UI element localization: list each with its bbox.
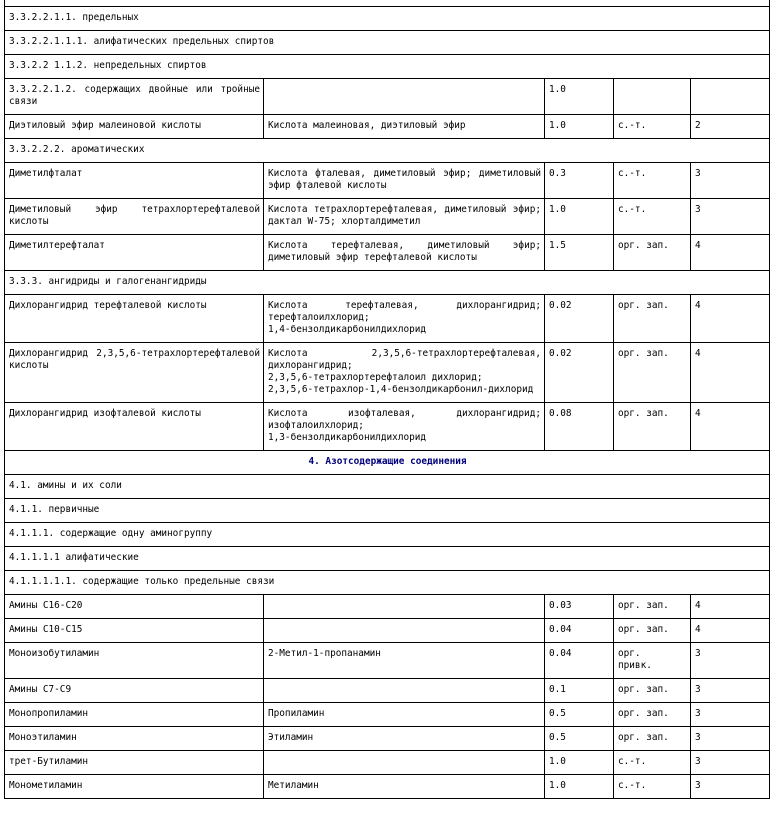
substance-name-cell: Амины С7-С9 — [5, 679, 264, 703]
value-cell: 1.0 — [545, 199, 614, 235]
substance-name-cell: Монопропиламин — [5, 703, 264, 727]
table-row — [5, 619, 770, 643]
substance-name-cell: Диметилтерефталат — [5, 235, 264, 271]
section-row — [5, 571, 770, 595]
substance-name-cell: трет-Бутиламин — [5, 751, 264, 775]
value-cell: 0.03 — [545, 595, 614, 619]
section-title: 4.1.1.1.1 алифатические — [5, 547, 770, 571]
hazard-class-cell: 3 — [691, 727, 770, 751]
substance-name-cell: Амины С16-С20 — [5, 595, 264, 619]
effect-cell: с.-т. — [614, 199, 691, 235]
synonyms-cell — [264, 679, 545, 703]
substance-name-cell: Диэтиловый эфир малеиновой кислоты — [5, 115, 264, 139]
synonyms-cell: Кислота фталевая, диметиловый эфир; диметиловый эфир фталевой кислоты — [264, 163, 545, 199]
effect-cell: с.-т. — [614, 775, 691, 799]
effect-cell — [614, 79, 691, 115]
hazard-class-cell: 4 — [691, 235, 770, 271]
effect-cell: с.-т. — [614, 163, 691, 199]
hazard-class-cell: 4 — [691, 619, 770, 643]
section-row — [5, 7, 770, 31]
synonyms-cell: Пропиламин — [264, 703, 545, 727]
table-row — [5, 403, 770, 451]
table-row — [5, 703, 770, 727]
table-row — [5, 643, 770, 679]
section-heading-row — [5, 451, 770, 475]
section-row — [5, 271, 770, 295]
value-cell: 0.1 — [545, 679, 614, 703]
value-cell: 1.0 — [545, 115, 614, 139]
hazard-class-cell: 3 — [691, 775, 770, 799]
table-body — [5, 0, 770, 799]
hazard-class-cell: 3 — [691, 751, 770, 775]
substance-name-cell: Диметиловый эфир тетрахлортерефталевой кислоты — [5, 199, 264, 235]
synonyms-cell — [264, 619, 545, 643]
section-heading: 4. Азотсодержащие соединения — [5, 451, 770, 475]
substance-name-cell: Моноэтиламин — [5, 727, 264, 751]
table-row — [5, 235, 770, 271]
substance-name-cell: Амины С10-С15 — [5, 619, 264, 643]
substance-name-cell: Дихлорангидрид 2,3,5,6-тетрахлортерефталевой кислоты — [5, 343, 264, 403]
value-cell: 0.08 — [545, 403, 614, 451]
hazard-class-cell: 3 — [691, 199, 770, 235]
section-row — [5, 547, 770, 571]
substance-name-cell: Диметилфталат — [5, 163, 264, 199]
section-title: 4.1.1.1. содержащие одну аминогруппу — [5, 523, 770, 547]
substances-table — [4, 0, 770, 799]
table-row — [5, 199, 770, 235]
synonyms-cell: Кислота тетрахлортерефталевая, диметиловый эфир; дактал W-75; хлорталдиметил — [264, 199, 545, 235]
effect-cell: с.-т. — [614, 751, 691, 775]
value-cell: 1.0 — [545, 751, 614, 775]
hazard-class-cell: 4 — [691, 343, 770, 403]
table-row — [5, 79, 770, 115]
value-cell: 0.3 — [545, 163, 614, 199]
section-row — [5, 139, 770, 163]
value-cell: 1.0 — [545, 775, 614, 799]
value-cell: 0.04 — [545, 643, 614, 679]
table-row — [5, 595, 770, 619]
substance-name-cell: Моноизобутиламин — [5, 643, 264, 679]
effect-cell: орг. зап. — [614, 295, 691, 343]
section-row — [5, 55, 770, 79]
effect-cell: орг. зап. — [614, 727, 691, 751]
value-cell: 0.5 — [545, 727, 614, 751]
section-row — [5, 499, 770, 523]
effect-cell: орг. зап. — [614, 595, 691, 619]
section-row — [5, 523, 770, 547]
section-title: 3.3.2.2.1.1.1. алифатических предельных спиртов — [5, 31, 770, 55]
value-cell: 0.5 — [545, 703, 614, 727]
value-cell: 0.02 — [545, 295, 614, 343]
hazard-class-cell: 3 — [691, 643, 770, 679]
synonyms-cell: Кислота изофталевая, дихлорангидрид; изофталоилхлорид; 1,3-бензолдикарбонилдихлорид — [264, 403, 545, 451]
section-title: 3.3.3. ангидриды и галогенангидриды — [5, 271, 770, 295]
substance-name-cell: 3.3.2.2.1.2. содержащих двойные или тройные связи — [5, 79, 264, 115]
section-row — [5, 475, 770, 499]
effect-cell: орг. зап. — [614, 619, 691, 643]
section-title: 4.1. амины и их соли — [5, 475, 770, 499]
section-title: 3.3.2.2.2. ароматических — [5, 139, 770, 163]
value-cell: 1.5 — [545, 235, 614, 271]
section-title: 3.3.2.2 1.1.2. непредельных спиртов — [5, 55, 770, 79]
effect-cell: орг. зап. — [614, 235, 691, 271]
hazard-class-cell — [691, 79, 770, 115]
table-row — [5, 295, 770, 343]
hazard-class-cell: 4 — [691, 295, 770, 343]
effect-cell: орг. зап. — [614, 679, 691, 703]
section-title: 3.3.2.2.1.1. предельных — [5, 7, 770, 31]
value-cell: 0.02 — [545, 343, 614, 403]
effect-cell: с.-т. — [614, 115, 691, 139]
substance-name-cell: Монометиламин — [5, 775, 264, 799]
table-row — [5, 343, 770, 403]
section-row — [5, 31, 770, 55]
effect-cell: орг. зап. — [614, 403, 691, 451]
effect-cell: орг. зап. — [614, 343, 691, 403]
synonyms-cell: Кислота малеиновая, диэтиловый эфир — [264, 115, 545, 139]
table-row — [5, 679, 770, 703]
synonyms-cell: Этиламин — [264, 727, 545, 751]
hazard-class-cell: 2 — [691, 115, 770, 139]
table-row — [5, 163, 770, 199]
synonyms-cell: 2-Метил-1-пропанамин — [264, 643, 545, 679]
synonyms-cell: Кислота терефталевая, дихлорангидрид; терефталоилхлорид; 1,4-бензолдикарбонилдихлорид — [264, 295, 545, 343]
synonyms-cell — [264, 595, 545, 619]
substance-name-cell: Дихлорангидрид изофталевой кислоты — [5, 403, 264, 451]
synonyms-cell — [264, 79, 545, 115]
table-row — [5, 727, 770, 751]
synonyms-cell: Кислота терефталевая, диметиловый эфир; диметиловый эфир терефталевой кислоты — [264, 235, 545, 271]
effect-cell: орг. зап. — [614, 703, 691, 727]
substance-name-cell: Дихлорангидрид терефталевой кислоты — [5, 295, 264, 343]
hazard-class-cell: 3 — [691, 679, 770, 703]
hazard-class-cell: 3 — [691, 163, 770, 199]
value-cell: 0.04 — [545, 619, 614, 643]
table-row — [5, 115, 770, 139]
synonyms-cell: Метиламин — [264, 775, 545, 799]
synonyms-cell: Кислота 2,3,5,6-тетрахлортерефталевая, дихлорангидрид; 2,3,5,6-тетрахлортерефталоил дихлорид; 2,3,5,6-тетрахлор-1,4-бензолдикарбонил-дихлорид — [264, 343, 545, 403]
table-row — [5, 775, 770, 799]
effect-cell: орг. привк. — [614, 643, 691, 679]
synonyms-cell — [264, 751, 545, 775]
section-title: 4.1.1. первичные — [5, 499, 770, 523]
value-cell: 1.0 — [545, 79, 614, 115]
hazard-class-cell: 4 — [691, 595, 770, 619]
table-row — [5, 751, 770, 775]
section-title: 4.1.1.1.1.1. содержащие только предельные связи — [5, 571, 770, 595]
hazard-class-cell: 4 — [691, 403, 770, 451]
hazard-class-cell: 3 — [691, 703, 770, 727]
